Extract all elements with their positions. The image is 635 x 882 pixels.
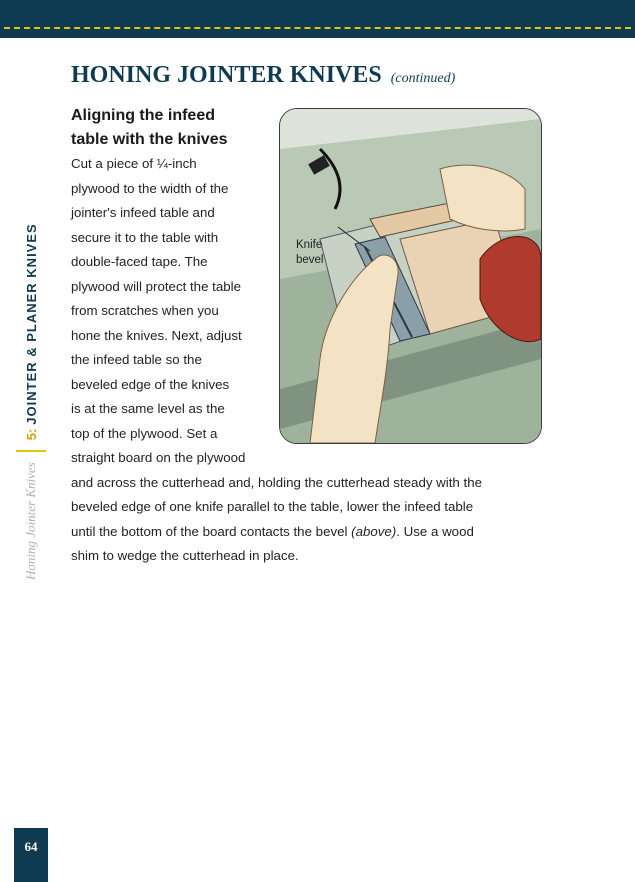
- body-line: [71, 520, 531, 545]
- page-title-continued: (continued): [390, 71, 456, 86]
- section-body: [71, 152, 531, 569]
- section-heading: [71, 104, 271, 152]
- sidebar-chapter-number: 5:: [23, 428, 39, 441]
- header-bar: [0, 0, 635, 38]
- body-line: double-faced tape. The: [71, 254, 208, 269]
- body-line: and across the cutterhead and, holding the cutterhead steady with the: [71, 474, 483, 490]
- body-text: until the bottom of the board contacts the bevel: [71, 523, 352, 539]
- body-line: hone the knives. Next, adjust: [71, 327, 242, 343]
- body-line: jointer's infeed table and: [71, 205, 215, 220]
- callout-line2: bevel: [296, 254, 324, 266]
- page-number: 64: [24, 839, 38, 854]
- body-line: plywood will protect the table: [71, 278, 241, 294]
- header-dashed-rule: [4, 27, 631, 29]
- body-reference-above: (above): [351, 523, 397, 539]
- sidebar-chapter-title: JOINTER & PLANER KNIVES: [23, 223, 39, 425]
- sidebar-divider: [16, 450, 46, 452]
- body-line: beveled edge of one knife parallel to the table, lower the infeed table: [71, 499, 474, 514]
- body-line: the infeed table so the: [71, 352, 202, 367]
- body-line: secure it to the table with: [71, 229, 219, 245]
- body-line: top of the plywood. Set a: [71, 425, 218, 441]
- page-number-tab: [14, 828, 48, 882]
- callout-line1: Knife: [296, 239, 323, 251]
- body-text: . Use a wood: [396, 523, 474, 539]
- section-heading-line1: Aligning the infeed: [71, 107, 215, 124]
- body-line: beveled edge of the knives: [71, 376, 230, 392]
- page-title: [71, 62, 591, 89]
- sidebar-topic: Honing Jointer Knives: [23, 462, 38, 580]
- body-line: shim to wedge the cutterhead in place.: [71, 548, 299, 563]
- body-line: from scratches when you: [71, 303, 219, 318]
- body-line: Cut a piece of ¼-inch: [71, 156, 197, 171]
- body-line: is at the same level as the: [71, 401, 225, 416]
- page-title-main: HONING JOINTER KNIVES: [71, 62, 382, 88]
- running-sidebar: [16, 150, 46, 580]
- body-line: plywood to the width of the: [71, 180, 229, 196]
- body-line: straight board on the plywood: [71, 450, 246, 465]
- section-heading-line2: table with the knives: [71, 131, 228, 148]
